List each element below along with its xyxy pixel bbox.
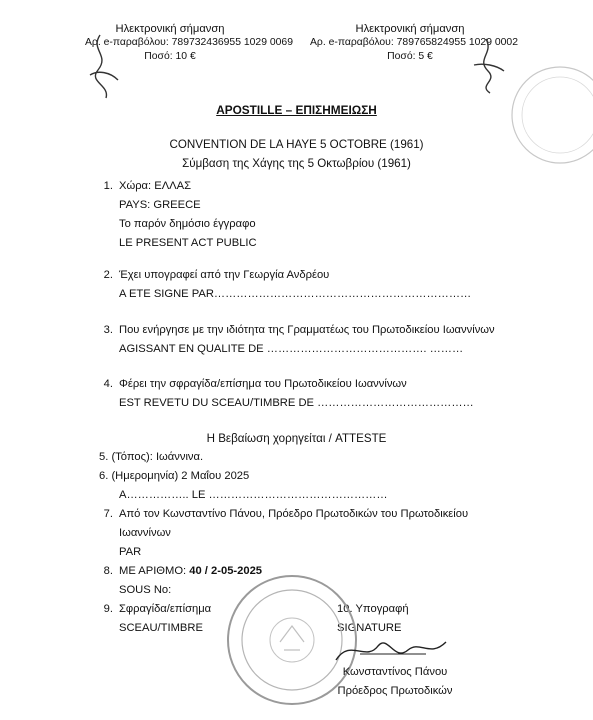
item-10-signature-fr: SIGNATURE: [337, 622, 402, 634]
signer-name: Κωνσταντίνος Πάνου: [342, 666, 448, 678]
stamp-amount: Ποσό: 5 €: [387, 51, 433, 62]
document-title: APOSTILLE – ΕΠΙΣΗΜΕΙΩΣΗ: [216, 103, 377, 117]
item-5-place: 5. (Τόπος): Ιωάννινα.: [99, 451, 204, 463]
item-number: 9.: [103, 603, 113, 615]
item-7-by-gr: Από τον Κωνσταντίνο Πάνου, Πρόεδρο Πρωτοδικών του Πρωτοδικείου: [119, 508, 469, 520]
item-9-seal-gr: Σφραγίδα/επίσημα: [119, 603, 212, 615]
stamp-label: Ηλεκτρονική σήμανση: [115, 23, 225, 35]
convention-gr: Σύμβαση της Χάγης της 5 Οκτωβρίου (1961): [182, 157, 411, 170]
item-3-capacity-gr: Που ενήργησε με την ιδιότητα της Γραμματέως του Πρωτοδικείου Ιωαννίνων: [119, 324, 495, 336]
item-7-by-fr: PAR: [119, 546, 142, 558]
stamp-number: Αρ. e-παραβόλου: 789765824955 1029 0002: [310, 37, 518, 48]
item-4-seal-gr: Φέρει την σφραγίδα/επίσημα του Πρωτοδικείου Ιωαννίνων: [119, 378, 407, 390]
stamp-label: Ηλεκτρονική σήμανση: [355, 23, 465, 35]
attest-heading: Η Βεβαίωση χορηγείται / ATTESTE: [206, 432, 387, 445]
item-number: 3.: [103, 324, 113, 336]
item-8-number-fr: SOUS No:: [119, 584, 172, 596]
item-10-signature-gr: 10. Υπογραφή: [337, 603, 409, 615]
item-1-document-gr: Το παρόν δημόσιο έγγραφο: [119, 218, 256, 230]
item-number: 1.: [103, 180, 113, 192]
item-number: 8.: [103, 565, 113, 577]
item-1-country-gr: Χώρα: ΕΛΛΑΣ: [119, 180, 192, 192]
item-4-seal-fr: EST REVETU DU SCEAU/TIMBRE DE ……………………………………: [119, 397, 474, 409]
signer-role: Πρόεδρος Πρωτοδικών: [337, 685, 453, 697]
signature-scribble-left-icon: [80, 30, 125, 100]
stamp-amount: Ποσό: 10 €: [144, 51, 196, 62]
stamp-number: Αρ. e-παραβόλου: 789732436955 1029 0069: [85, 37, 293, 48]
item-2-signed-fr: A ETE SIGNE PAR……………………………………………………………: [119, 288, 472, 300]
convention-fr: CONVENTION DE LA HAYE 5 OCTOBRE (1961): [169, 138, 424, 151]
item-1-document-fr: LE PRESENT ACT PUBLIC: [119, 237, 257, 249]
item-number: 2.: [103, 269, 113, 281]
item-number: 4.: [103, 378, 113, 390]
item-2-signed-gr: Έχει υπογραφεί από την Γεωργία Ανδρέου: [119, 269, 330, 281]
president-signature-icon: [330, 632, 450, 668]
item-7-by-gr-cont: Ιωαννίνων: [119, 527, 171, 539]
item-6-place-date-fr: A…………….. LE …………………………………………: [119, 489, 388, 501]
item-8-label: ΜΕ ΑΡΙΘΜΟ:: [119, 565, 190, 577]
item-3-capacity-fr: AGISSANT EN QUALITE DE ……………………………………. ………: [119, 343, 464, 355]
item-6-date: 6. (Ημερομηνία) 2 Μαΐου 2025: [99, 470, 250, 482]
item-8-value: 40 / 2-05-2025: [189, 565, 263, 577]
item-9-seal-fr: SCEAU/TIMBRE: [119, 622, 203, 634]
item-1-country-fr: PAYS: GREECE: [119, 199, 201, 211]
item-number: 7.: [103, 508, 113, 520]
